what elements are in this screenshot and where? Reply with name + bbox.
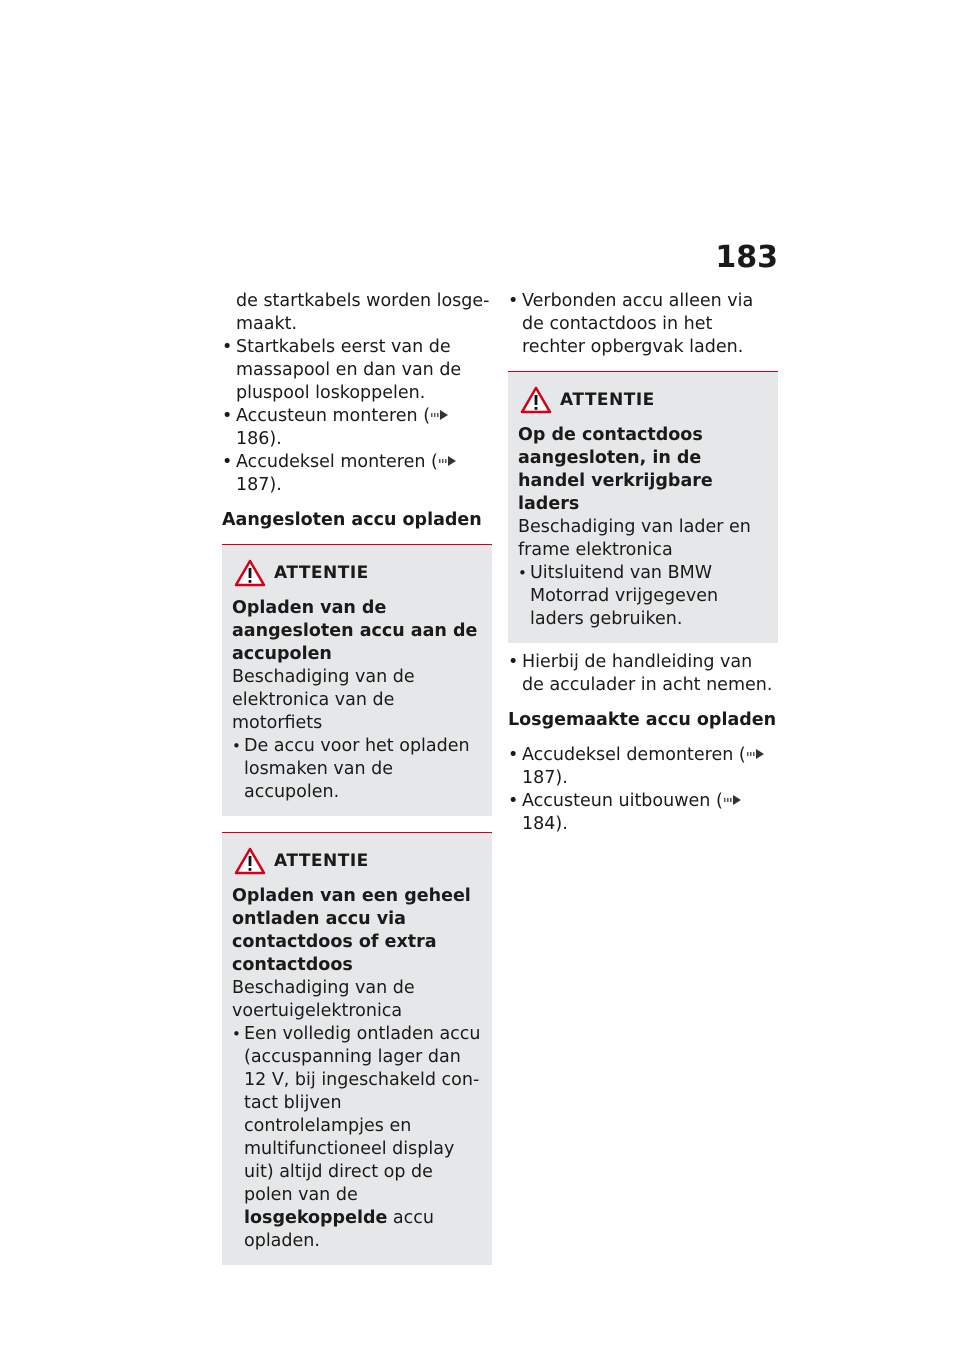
- reference-arrow-icon: [431, 409, 449, 421]
- list-item: • Verbonden accu alleen via de contactdoos in het rechter opbergvak laden.: [508, 290, 778, 359]
- page-reference[interactable]: 187: [522, 768, 556, 788]
- warning-title: Opladen van een geheel ontladen accu via contactdoos of extra contactdoos: [232, 886, 471, 975]
- warning-box: [222, 832, 492, 1265]
- list-item: • Accusteun monteren ( 186).: [222, 405, 492, 451]
- warning-title: Op de contactdoos aangesloten, in de handel verkrijgbare laders: [518, 425, 713, 514]
- section-heading: Losgemaakte accu opladen: [508, 710, 777, 730]
- list-item: • Accudeksel demonteren ( 187).: [508, 744, 778, 790]
- warning-description: Beschadiging van lader en frame elektronica: [518, 517, 751, 560]
- warning-description: Beschadiging van de voertuigelektronica: [232, 978, 415, 1021]
- warning-triangle-icon: [234, 847, 266, 875]
- warning-label: ATTENTIE: [274, 562, 369, 583]
- reference-arrow-icon: [747, 748, 765, 760]
- warning-triangle-icon: [234, 559, 266, 587]
- warning-instruction: • De accu voor het opladen losmaken van de accupolen.: [232, 735, 482, 804]
- page-reference[interactable]: 184: [522, 814, 556, 834]
- page-reference[interactable]: 187: [236, 475, 270, 495]
- right-column: [508, 290, 778, 836]
- intro-continuation: de startkabels worden losgemaakt.: [236, 291, 490, 334]
- warning-title: Opladen van de aangesloten accu aan de accupolen: [232, 598, 478, 664]
- page-reference[interactable]: 186: [236, 429, 270, 449]
- warning-instruction: • Een volledig ontladen accu (accuspanning lager dan 12 V, bij ingeschakeld contact blijven controlelampjes en multifunctioneel display uit) altijd direct op de polen van de losgekoppelde accu opladen.: [232, 1023, 482, 1253]
- list-item: • Startkabels eerst van de massapool en dan van de pluspool loskoppelen.: [222, 336, 492, 405]
- warning-triangle-icon: [520, 386, 552, 414]
- reference-arrow-icon: [439, 455, 457, 467]
- left-column: [222, 290, 492, 1265]
- reference-arrow-icon: [724, 794, 742, 806]
- list-item: • Accudeksel monteren ( 187).: [222, 451, 492, 497]
- warning-description: Beschadiging van de elektronica van de motorfiets: [232, 667, 415, 733]
- page-number: 183: [715, 240, 778, 275]
- warning-label: ATTENTIE: [560, 389, 655, 410]
- list-item: • Hierbij de handleiding van de acculader in acht nemen.: [508, 651, 778, 697]
- section-heading: Aangesloten accu opladen: [222, 510, 482, 530]
- warning-label: ATTENTIE: [274, 850, 369, 871]
- warning-instruction: • Uitsluitend van BMW Motorrad vrijgegeven laders gebruiken.: [518, 562, 768, 631]
- list-item: • Accusteun uitbouwen ( 184).: [508, 790, 778, 836]
- warning-box: [508, 371, 778, 643]
- warning-box: [222, 544, 492, 816]
